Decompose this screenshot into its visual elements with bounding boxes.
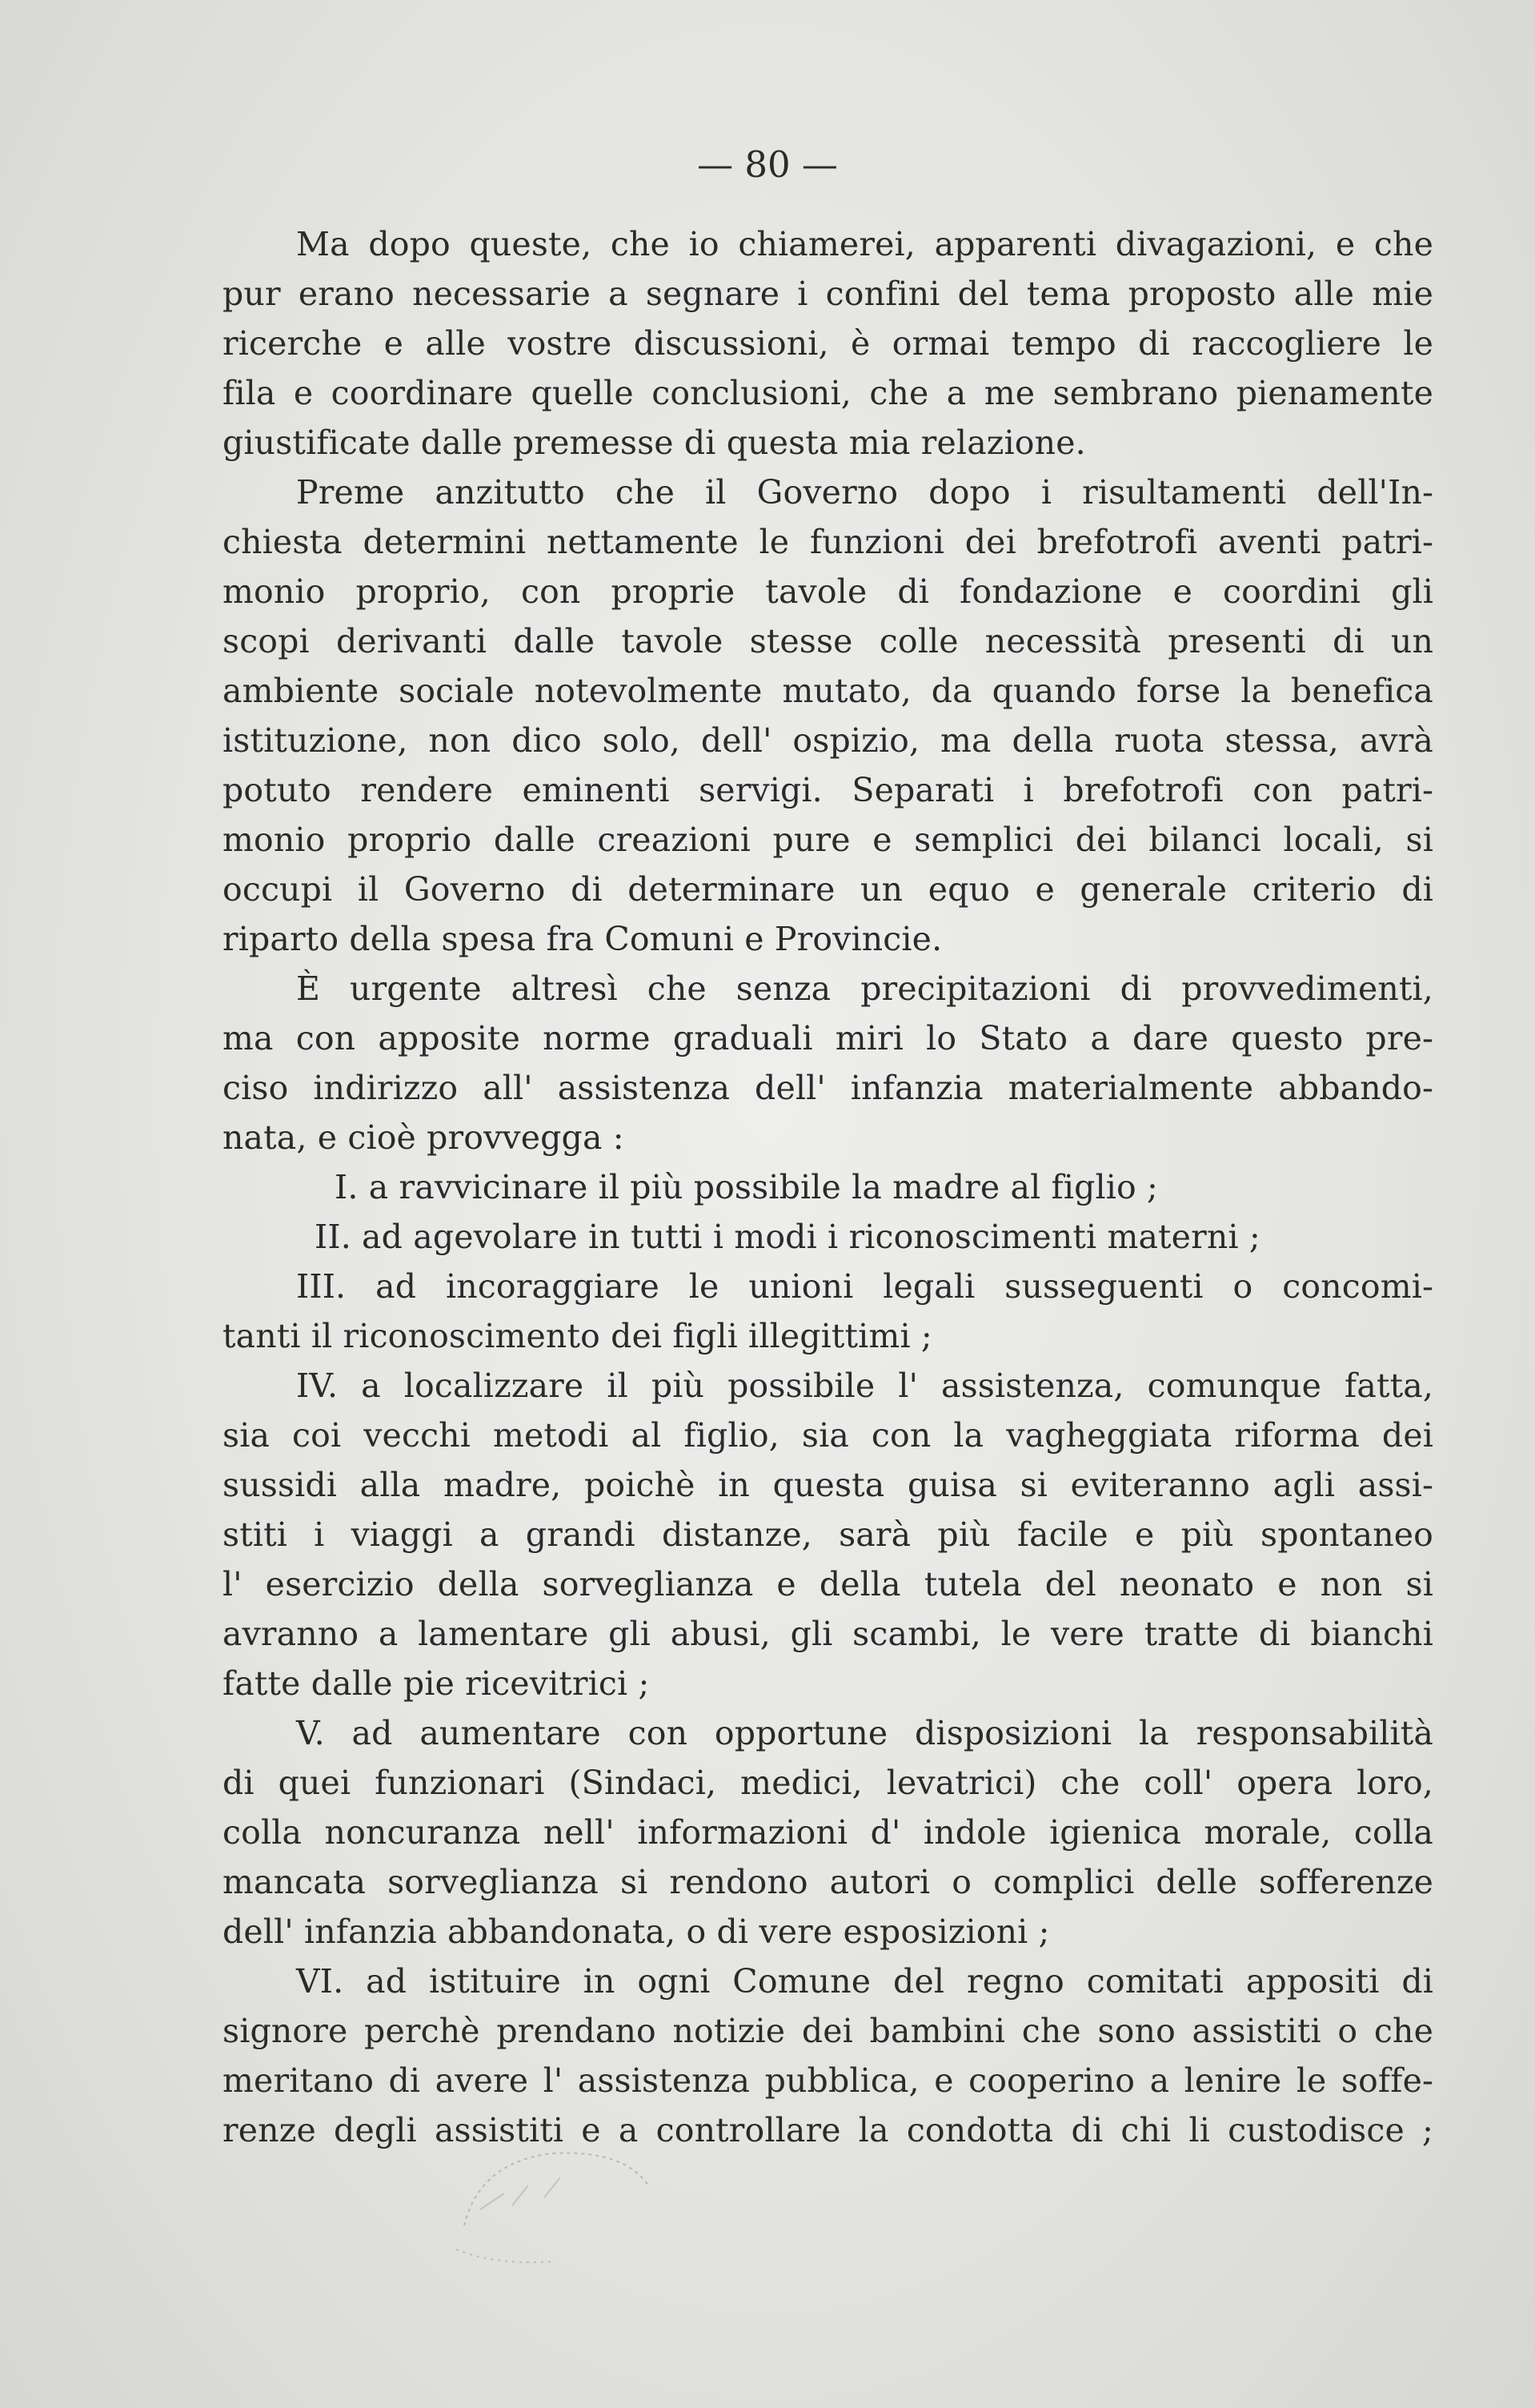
library-stamp xyxy=(432,2129,672,2274)
text-line: IV. a localizzare il più possibile l' assistenza, comunque fatta, xyxy=(296,1367,1433,1405)
text-line: ambiente sociale notevolmente mutato, da quando forse la benefica xyxy=(222,672,1433,710)
text-line: stiti i viaggi a grandi distanze, sarà più facile e più spontaneo xyxy=(222,1515,1433,1554)
text-line: potuto rendere eminenti servigi. Separati i brefotrofi con patri- xyxy=(222,771,1433,809)
text-line: fila e coordinare quelle conclusioni, che a me sembrano pienamente xyxy=(222,374,1433,412)
text-line: renze degli assistiti e a controllare la condotta di chi li custodisce ; xyxy=(222,2111,1433,2149)
text-line: sussidi alla madre, poichè in questa guisa si eviteranno agli assi- xyxy=(222,1466,1433,1504)
text-line: ricerche e alle vostre discussioni, è ormai tempo di raccogliere le xyxy=(222,324,1433,363)
text-line: VI. ad istituire in ogni Comune del regno comitati appositi di xyxy=(296,1962,1433,2001)
text-line: ciso indirizzo all' assistenza dell' infanzia materialmente abbando- xyxy=(222,1069,1433,1107)
text-line: giustificate dalle premesse di questa mia relazione. xyxy=(222,423,1086,462)
text-line: avranno a lamentare gli abusi, gli scambi, le vere tratte di bianchi xyxy=(222,1615,1433,1653)
text-line: scopi derivanti dalle tavole stesse colle necessità presenti di un xyxy=(222,622,1433,660)
text-line: mancata sorveglianza si rendono autori o complici delle sofferenze xyxy=(222,1863,1433,1901)
text-line: Preme anzitutto che il Governo dopo i risultamenti dell'In- xyxy=(296,473,1433,512)
text-line: l' esercizio della sorveglianza e della tutela del neonato e non si xyxy=(222,1565,1433,1603)
body-text xyxy=(222,219,1433,2155)
text-line: I. a ravvicinare il più possibile la madre al figlio ; xyxy=(335,1168,1159,1206)
text-line: riparto della spesa fra Comuni e Provincie. xyxy=(222,920,943,958)
text-line: pur erano necessarie a segnare i confini del tema proposto alle mie xyxy=(222,275,1433,313)
text-line: Ma dopo queste, che io chiamerei, apparenti divagazioni, e che xyxy=(296,225,1433,263)
text-line: monio proprio, con proprie tavole di fondazione e coordini gli xyxy=(222,572,1433,611)
text-line: nata, e cioè provvegga : xyxy=(222,1118,624,1157)
text-line: meritano di avere l' assistenza pubblica, e cooperino a lenire le soffe- xyxy=(222,2061,1433,2100)
text-line: È urgente altresì che senza precipitazioni di provvedimenti, xyxy=(296,969,1433,1008)
text-line: istituzione, non dico solo, dell' ospizio, ma della ruota stessa, avrà xyxy=(222,721,1433,760)
text-line: fatte dalle pie ricevitrici ; xyxy=(222,1664,650,1703)
text-line: tanti il riconoscimento dei figli illegittimi ; xyxy=(222,1317,932,1355)
text-line: occupi il Governo di determinare un equo e generale criterio di xyxy=(222,870,1433,909)
text-line: signore perchè prendano notizie dei bambini che sono assistiti o che xyxy=(222,2012,1433,2050)
text-line: sia coi vecchi metodi al figlio, sia con la vagheggiata riforma dei xyxy=(222,1416,1433,1455)
text-line: ma con apposite norme graduali miri lo Stato a dare questo pre- xyxy=(222,1019,1433,1058)
text-line: di quei funzionari (Sindaci, medici, levatrici) che coll' opera loro, xyxy=(222,1764,1433,1802)
text-line: II. ad agevolare in tutti i modi i riconoscimenti materni ; xyxy=(315,1218,1260,1256)
text-line: monio proprio dalle creazioni pure e semplici dei bilanci locali, si xyxy=(222,821,1433,859)
text-line: dell' infanzia abbandonata, o di vere esposizioni ; xyxy=(222,1912,1050,1951)
text-line: colla noncuranza nell' informazioni d' indole igienica morale, colla xyxy=(222,1813,1433,1852)
text-line: chiesta determini nettamente le funzioni dei brefotrofi aventi patri- xyxy=(222,523,1433,561)
text-line: III. ad incoraggiare le unioni legali susseguenti o concomi- xyxy=(296,1267,1433,1306)
text-line: V. ad aumentare con opportune disposizioni la responsabilità xyxy=(296,1714,1433,1752)
page-number: — 80 — xyxy=(697,143,838,186)
